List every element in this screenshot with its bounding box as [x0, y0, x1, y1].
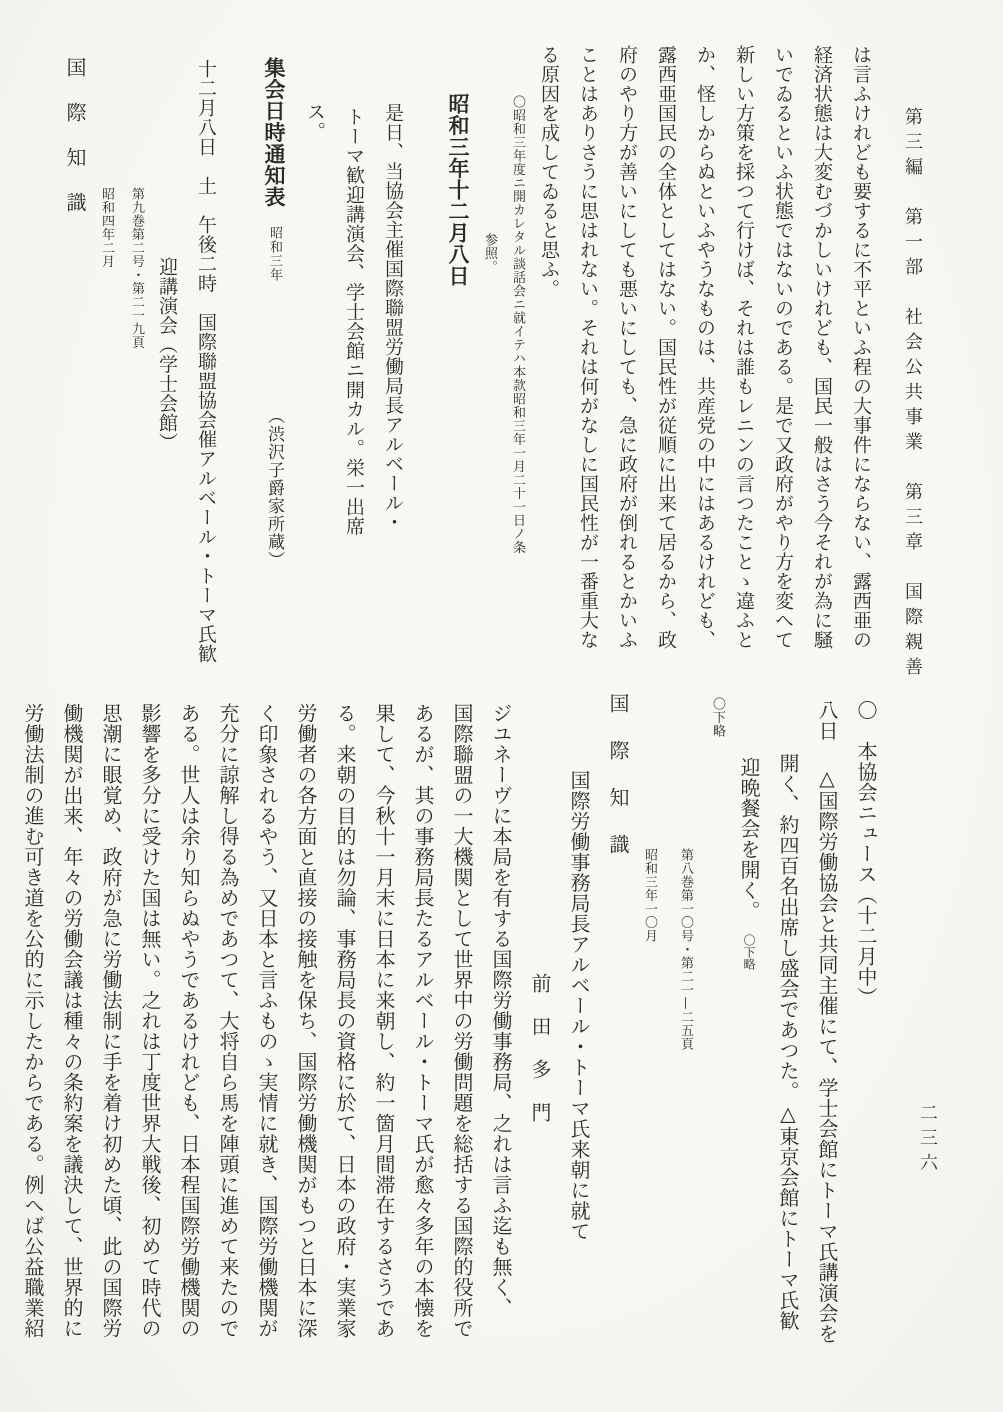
body-line: 影響を多分に受けた国は無い。之れは丁度世界大戦後、初めて時代の [138, 703, 162, 1339]
running-head: 第三編 第一部 社会公共事業 第三章 国際親善 [902, 107, 923, 682]
news-section-header: 〇 本協会ニュース（十二月中） [854, 700, 878, 1008]
notice-entry-line: 十二月八日 土 午後二時 国際聯盟協会催アルベール・トーマ氏歓 [195, 59, 217, 664]
notice-entry-line: 迎講演会（学士会館） [156, 257, 178, 452]
omission-mark: 〇下略 [710, 697, 725, 738]
omission-mark: 〇下略 [742, 933, 756, 970]
body-line: あるが、其の事務局長たるアルベール・トーマ氏が愈々多年の本懐を [411, 703, 435, 1339]
paragraph-line: 露西亜国民の全体としてはない。国民性が従順に出来て居るから、政 [655, 45, 677, 650]
paragraph-line: ことはありさうに思はれない。それは何がなしに国民性が一番重大な [577, 45, 599, 650]
author-name: 前田多門 [528, 973, 552, 1145]
reference-note-line: 参照。 [482, 233, 497, 274]
news-text: △国際労働協会と共同主催にて、学士会館にトーマ氏講演会を [815, 765, 839, 1344]
paragraph-line: か、怪しからぬといふやうなものは、共産党の中にはあるけれども、 [694, 45, 716, 650]
paragraph-line: は言ふけれども要するに不平といふ程の大事件にならない、露西亜の [850, 45, 872, 650]
journal-volume: 第八巻第一〇号・第二一—二五頁 [678, 848, 693, 1051]
news-line [729, 693, 768, 1403]
notice-year-note: 昭和三年 [267, 226, 282, 283]
body-line: 働機関が出来、年々の労働会議は種々の条約案を議決して、世界的に [60, 703, 84, 1339]
paragraph-line: 新しい方策を採つて行けば、それは誰もレニンの言つたことゝ違ふと [733, 45, 755, 650]
paragraph-line: 経済状態は大変むづかしいけれども、国民一般はさう今それが為に騒 [811, 45, 833, 650]
journal-date: 昭和四年二月 [99, 187, 114, 268]
journal-title: 国際知識 [606, 693, 630, 881]
date-heading: 昭和三年十二月八日 [446, 93, 471, 287]
journal-volume: 第九巻第二号・第二一九頁 [129, 187, 144, 349]
event-line: トーマ歓迎講演会、学士会館ニ開カル。栄一出席 [343, 107, 365, 536]
journal-date: 昭和三年一〇月 [642, 848, 657, 943]
upper-text-band [55, 45, 930, 695]
body-line: 果して、今秋十一月末に日本に来朝し、約一箇月間滞在するさうであ [372, 703, 396, 1339]
body-line: 充分に諒解し得る為めであつて、大将自ら馬を陣頭に進めて来たので [216, 703, 240, 1339]
body-line: く印象されるやう、又日本と言ふものゝ実情に就き、国際労働機関が [255, 703, 279, 1339]
body-line: 国際聯盟の一大機関として世界中の労働問題を総括する国際的役所で [450, 703, 474, 1339]
notice-source: （渋沢子爵家所蔵） [264, 406, 284, 569]
paragraph-line: いでゐるといふ状態ではないのである。是で又政府がやり方を変へて [772, 45, 794, 650]
reference-note-line: 〇昭和三年度ニ開カレタル談話会ニ就イテハ本款昭和三年一月二十一日ノ条 [510, 95, 525, 554]
body-line: 労働法制の進む可き道を公的に示したからである。例へば公益職業紹 [21, 703, 45, 1339]
news-text: 迎晩餐会を開く。 [737, 757, 761, 921]
event-line: ス。 [304, 102, 326, 141]
paragraph-line: 府のやり方が善いにしても悪いにしても、急に政府が倒れるとかいふ [616, 45, 638, 650]
body-line: る。来朝の目的は勿論、事務局長の資格に於て、日本の政府・実業家 [333, 703, 357, 1339]
paragraph-line: る原因を成してゐると思ふ。 [538, 45, 560, 299]
body-line: 思潮に眼覚め、政府が急に労働法制に手を着け初めた頃、此の国際労 [99, 703, 123, 1339]
notice-title: 集会日時通知表 [262, 57, 287, 208]
body-line: 労働者の各方面と直接の接触を保ち、国際労働機関がもつと日本に深 [294, 703, 318, 1339]
news-day: 八日 [815, 700, 839, 741]
body-line: ある。世人は余り知らぬやうであるけれども、日本程国際労働機関の [177, 703, 201, 1339]
lower-text-band [13, 693, 885, 1403]
news-line: 開く、約四百名出席し盛会であつた。△東京会館にトーマ氏歓 [776, 753, 800, 1331]
journal-title: 国際知識 [63, 57, 87, 237]
notice-title-line [253, 45, 295, 695]
body-line: ジユネーヴに本局を有する国際労働事務局、之れは言ふ迄も無く、 [489, 703, 513, 1318]
article-title: 国際労働事務局長アルベール・トーマ氏来朝に就て [567, 770, 591, 1242]
page-number: 二三六 [917, 1103, 938, 1178]
news-line [807, 693, 846, 1403]
event-line: 是日、当協会主催国際聯盟労働局長アルベール・ [382, 103, 404, 532]
